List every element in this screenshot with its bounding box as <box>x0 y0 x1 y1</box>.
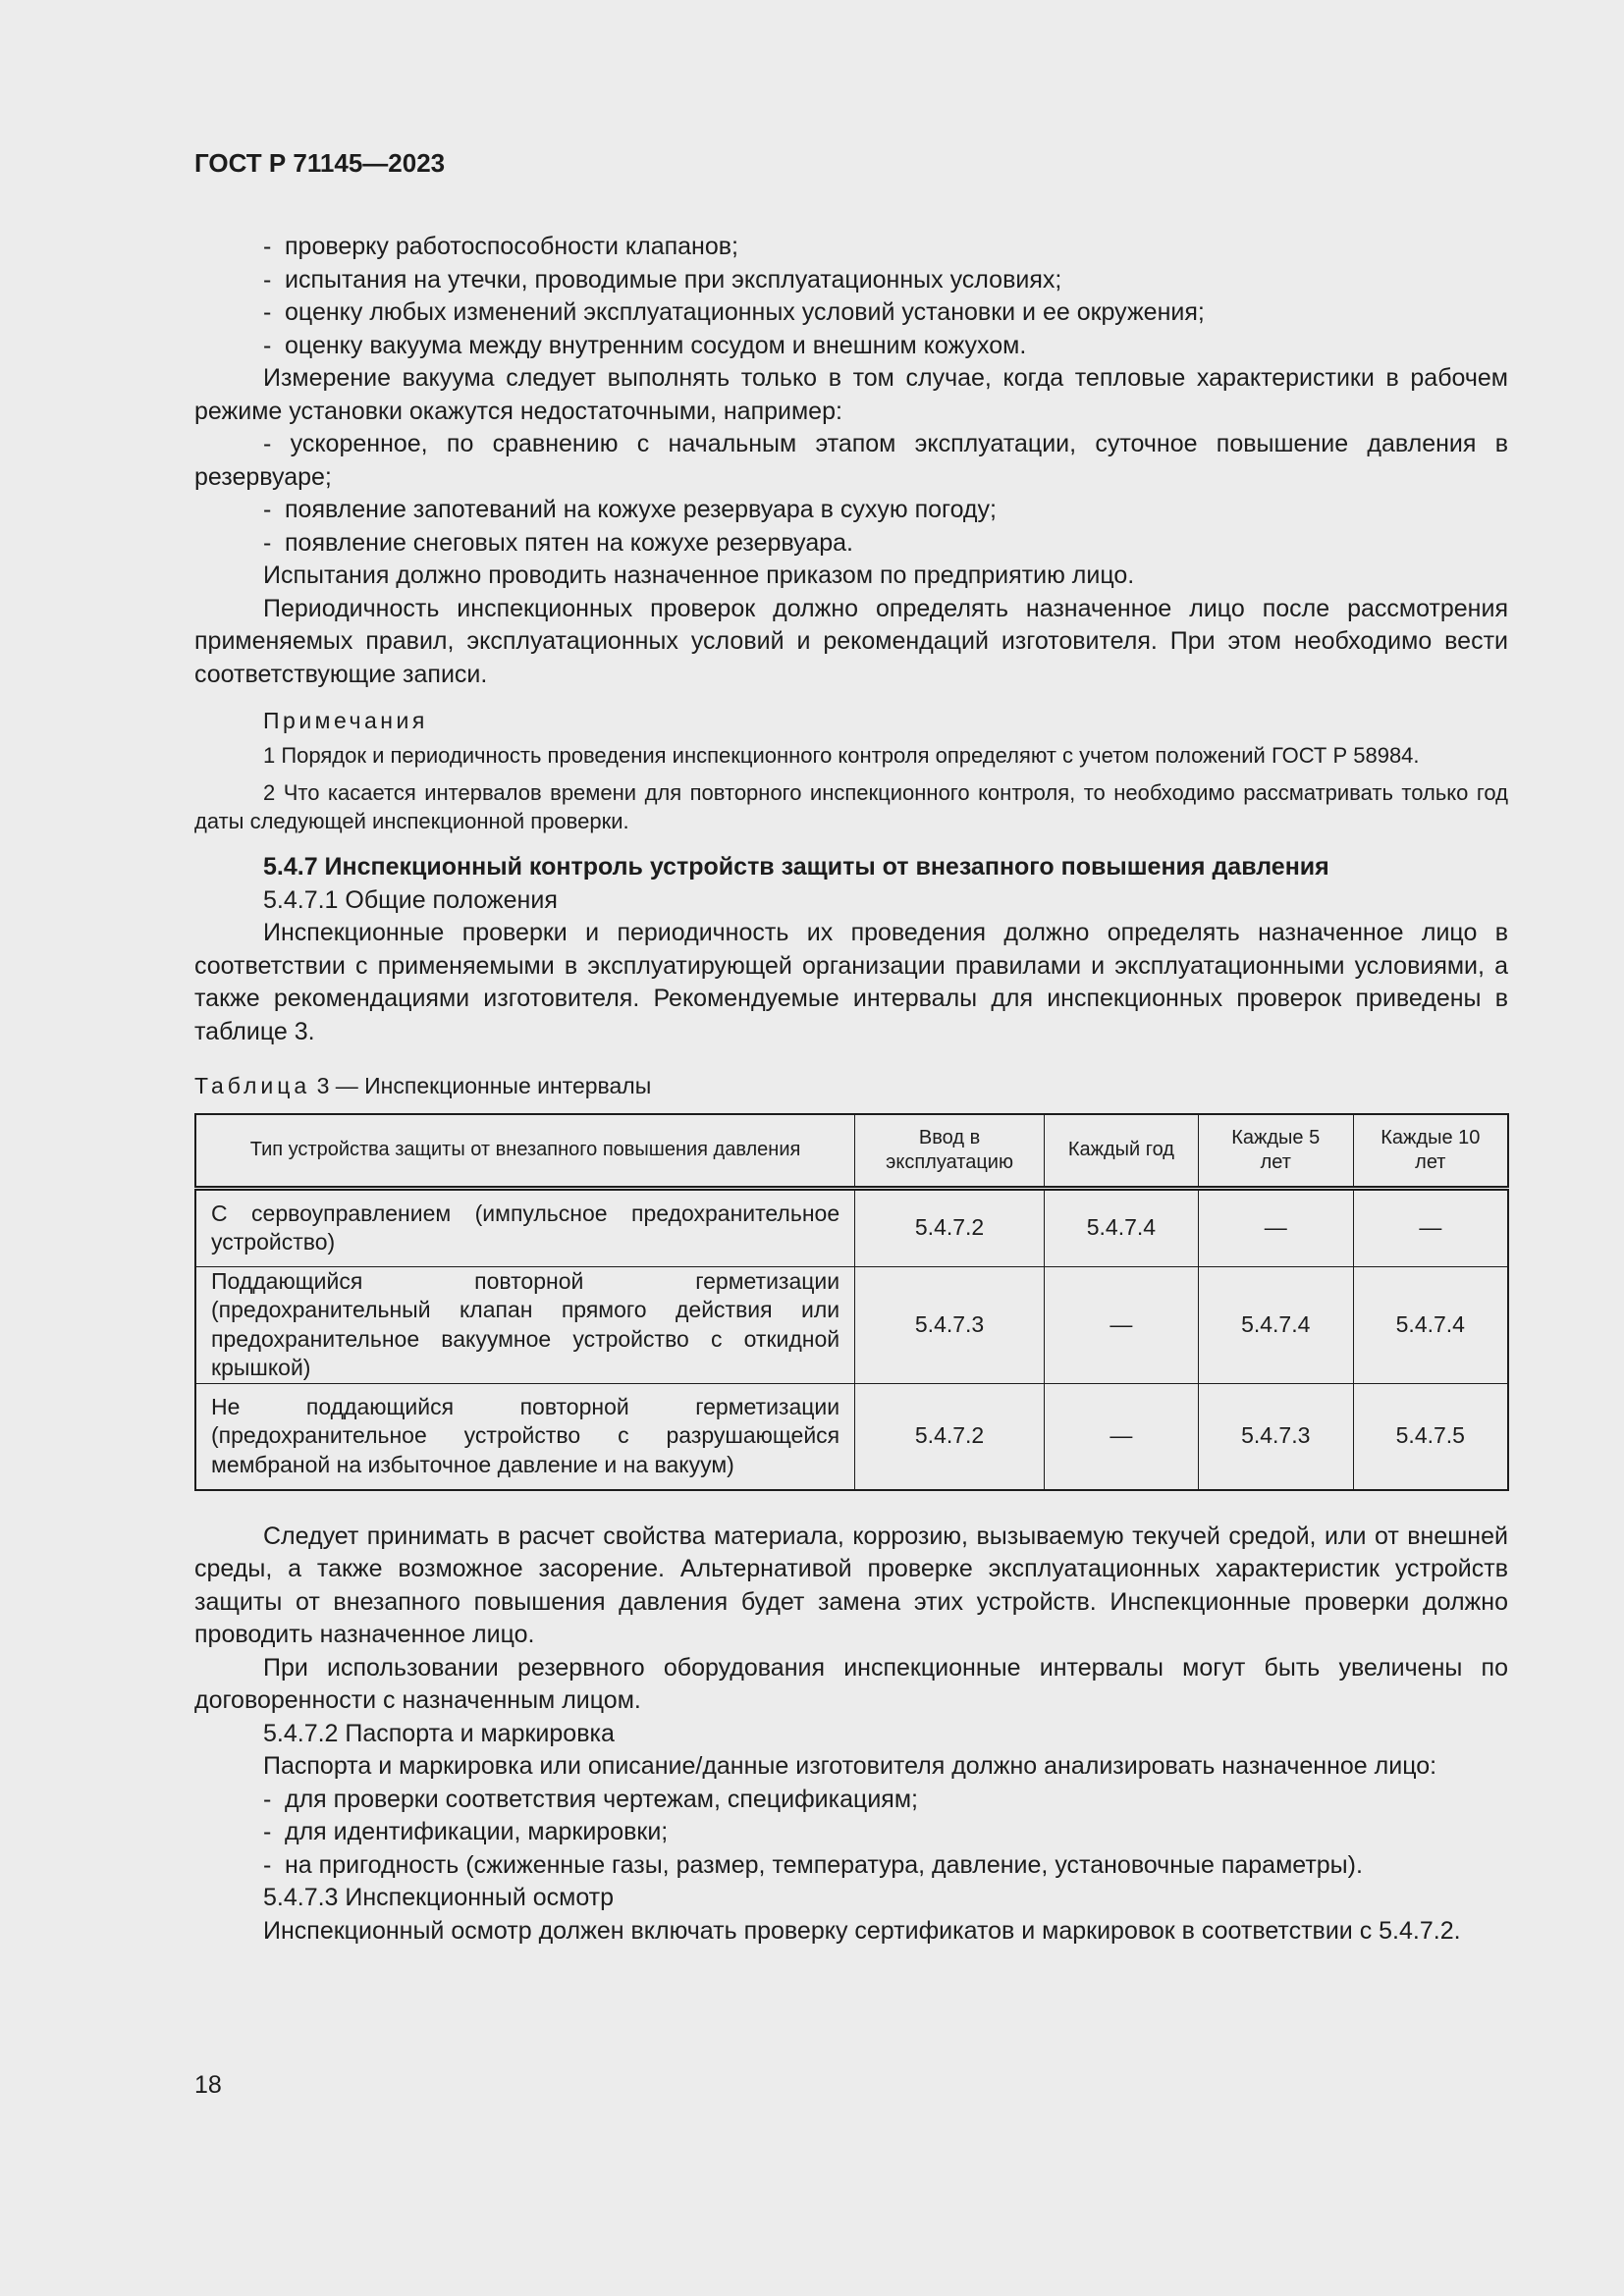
paragraph-visual-inspection: Инспекционный осмотр должен включать проверку сертификатов и маркировок в соответствии с 5.4.7.2. <box>263 1916 1461 1945</box>
inspection-intervals-table <box>194 1113 1509 1491</box>
page-content <box>194 145 1508 1948</box>
column-header: Ввод в эксплуатацию <box>855 1114 1045 1189</box>
paragraph-passports: Паспорта и маркировка или описание/данные изготовителя должно анализировать назначенное лицо: <box>263 1752 1437 1780</box>
list-item: - появление снеговых пятен на кожухе резервуара. <box>263 528 854 557</box>
notes-heading: Примечания <box>263 708 428 733</box>
table-row <box>195 1383 1508 1490</box>
subsection-title: 5.4.7.1 Общие положения <box>263 885 558 914</box>
list-item: - для проверки соответствия чертежам, спецификациям; <box>263 1785 918 1813</box>
table-header-row <box>195 1114 1508 1189</box>
list-item: - испытания на утечки, проводимые при эксплуатационных условиях; <box>263 265 1062 294</box>
table-row <box>195 1266 1508 1383</box>
table-caption: Таблица 3 — Инспекционные интервалы <box>194 1073 652 1098</box>
list-item: - проверку работоспособности клапанов; <box>263 233 738 260</box>
header-separator: — <box>362 148 389 178</box>
note-item: 1 Порядок и периодичность проведения инспекционного контроля определяют с учетом положений ГОСТ Р 58984. <box>263 742 1420 768</box>
column-header: Каждые 10 лет <box>1353 1114 1508 1189</box>
table-cell: 5.4.7.4 <box>1353 1266 1508 1383</box>
table-cell: 5.4.7.2 <box>855 1383 1045 1490</box>
table-row <box>195 1188 1508 1266</box>
note-item: 2 Что касается интервалов времени для повторного инспекционного контроля, то необходимо рассматривать только год даты следующей инспекционной проверки. <box>194 780 1508 833</box>
page-number: 18 <box>194 2071 222 2099</box>
table-cell: 5.4.7.2 <box>855 1188 1045 1266</box>
paragraph-inspections: Инспекционные проверки и периодичность их проведения должно определять назначенное лицо в соответствии с применяемыми в эксплуатирующей организации правилами и эксплуатационными условиями, а также рекомендациями изготовителя. Рекомендуемые интервалы для инспекционных проверок приведены в таблице 3. <box>194 919 1508 1045</box>
table-cell: 5.4.7.4 <box>1198 1266 1353 1383</box>
table-cell: 5.4.7.5 <box>1353 1383 1508 1490</box>
table-cell: С сервоуправлением (импульсное предохранительное устройство) <box>195 1188 855 1266</box>
table-cell: — <box>1353 1188 1508 1266</box>
paragraph-tests: Испытания должно проводить назначенное приказом по предприятию лицо. <box>263 561 1135 589</box>
table-cell: — <box>1198 1188 1353 1266</box>
list-item: - ускоренное, по сравнению с начальным этапом эксплуатации, суточное повышение давления в резервуаре; <box>194 430 1508 491</box>
list-item: - оценку любых изменений эксплуатационных условий установки и ее окружения; <box>263 298 1205 326</box>
table-cell: 5.4.7.4 <box>1045 1188 1199 1266</box>
subsection-title: 5.4.7.2 Паспорта и маркировка <box>263 1719 615 1747</box>
paragraph-materials: Следует принимать в расчет свойства материала, коррозию, вызываемую текучей средой, или от внешней среды, а также возможное засорение. Альтернативой проверке эксплуатационных характеристик устройств защиты от внезапного повышения давления будет замена этих устройств. Инспекционные проверки должно проводить назначенное лицо. <box>194 1522 1508 1648</box>
table-cell: — <box>1045 1266 1199 1383</box>
column-header: Каждые 5 лет <box>1198 1114 1353 1189</box>
list-item: - для идентификации, маркировки; <box>263 1818 669 1845</box>
table-cell: — <box>1045 1383 1199 1490</box>
paragraph-vacuum: Измерение вакуума следует выполнять только в том случае, когда тепловые характеристики в рабочем режиме установки окажутся недостаточными, например: <box>194 364 1508 425</box>
paragraph-reserve: При использовании резервного оборудования инспекционные интервалы могут быть увеличены по договоренности с назначенным лицом. <box>194 1653 1508 1714</box>
paragraph-periodicity: Периодичность инспекционных проверок должно определять назначенное лицо после рассмотрения применяемых правил, эксплуатационных условий и рекомендаций изготовителя. При этом необходимо вести соответствующие записи. <box>194 594 1508 688</box>
table-cell: 5.4.7.3 <box>855 1266 1045 1383</box>
subsection-title: 5.4.7.3 Инспекционный осмотр <box>263 1884 615 1911</box>
page-header <box>194 145 1508 181</box>
table-cell: Не поддающийся повторной герметизации (предохранительное устройство с разрушающейся мембраной на избыточное давление и на вакуум) <box>195 1383 855 1490</box>
doc-year: 2023 <box>388 148 446 178</box>
list-item: - оценку вакуума между внутренним сосудом и внешним кожухом. <box>263 331 1027 359</box>
list-item: - появление запотеваний на кожухе резервуара в сухую погоду; <box>263 496 997 523</box>
list-item: - на пригодность (сжиженные газы, размер, температура, давление, установочные параметры). <box>263 1850 1363 1879</box>
table-cell: Поддающийся повторной герметизации (предохранительный клапан прямого действия или предохранительное вакуумное устройство с откидной крышкой) <box>195 1266 855 1383</box>
doc-id: ГОСТ Р 71145 <box>194 148 363 178</box>
column-header: Тип устройства защиты от внезапного повышения давления <box>195 1114 855 1189</box>
table-cell: 5.4.7.3 <box>1198 1383 1353 1490</box>
section-title: 5.4.7 Инспекционный контроль устройств защиты от внезапного повышения давления <box>263 853 1329 881</box>
column-header: Каждый год <box>1045 1114 1199 1189</box>
